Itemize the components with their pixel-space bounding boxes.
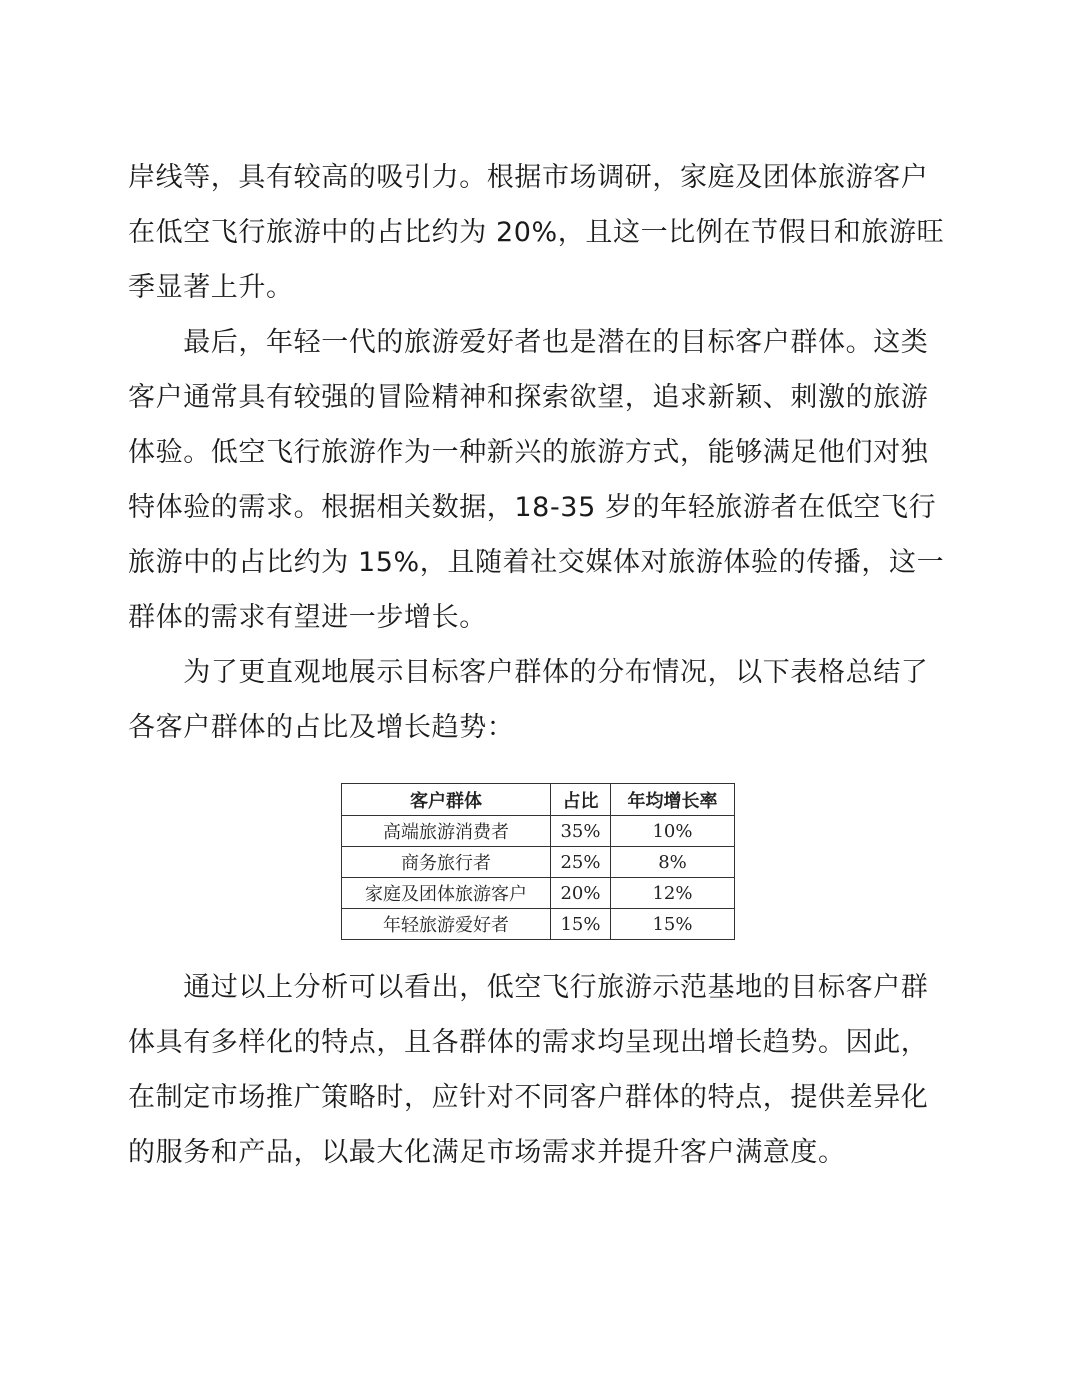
paragraph-conclusion: 通过以上分析可以看出，低空飞行旅游示范基地的目标客户群 体具有多样化的特点，且各群体的需求均呈现出增长趋势。因此， 在制定市场推广策略时，应针对不同客户群体的特点，提供差异化 的服务和产品，以最大化满足市场需求并提升客户满意度。 bbox=[128, 972, 929, 1168]
paragraph-family-group-customers: 岸线等，具有较高的吸引力。根据市场调研，家庭及团体旅游客户 在低空飞行旅游中的占比约为 20%，且这一比例在节假日和旅游旺 季显著上升。 bbox=[128, 162, 945, 303]
cell-share: 35% bbox=[551, 816, 611, 847]
cell-annual-growth: 8% bbox=[611, 847, 735, 878]
paragraph-table-intro: 为了更直观地展示目标客户群体的分布情况，以下表格总结了 各客户群体的占比及增长趋势： bbox=[128, 657, 929, 743]
header-annual-growth: 年均增长率 bbox=[611, 784, 735, 816]
customer-group-table bbox=[341, 783, 735, 940]
table-row bbox=[342, 909, 735, 940]
table-row bbox=[342, 847, 735, 878]
customer-group-table-container bbox=[341, 783, 735, 940]
paragraph-young-travelers: 最后，年轻一代的旅游爱好者也是潜在的目标客户群体。这类 客户通常具有较强的冒险精神和探索欲望，追求新颖、刺激的旅游 体验。低空飞行旅游作为一种新兴的旅游方式，能够满足他们对独 特体验的需求。根据相关数据，18-35 岁的年轻旅游者在低空飞行 旅游中的占比约为 15%，且随着社交媒体对旅游体验的传播，这一 群体的需求有望进一步增长。 bbox=[128, 327, 945, 633]
cell-share: 20% bbox=[551, 878, 611, 909]
cell-share: 25% bbox=[551, 847, 611, 878]
table-header-row bbox=[342, 784, 735, 816]
cell-customer-group: 家庭及团体旅游客户 bbox=[342, 878, 551, 909]
cell-customer-group: 商务旅行者 bbox=[342, 847, 551, 878]
table-row bbox=[342, 816, 735, 847]
cell-customer-group: 高端旅游消费者 bbox=[342, 816, 551, 847]
cell-annual-growth: 10% bbox=[611, 816, 735, 847]
header-customer-group: 客户群体 bbox=[342, 784, 551, 816]
cell-annual-growth: 12% bbox=[611, 878, 735, 909]
cell-customer-group: 年轻旅游爱好者 bbox=[342, 909, 551, 940]
cell-annual-growth: 15% bbox=[611, 909, 735, 940]
table-row bbox=[342, 878, 735, 909]
header-share: 占比 bbox=[551, 784, 611, 816]
cell-share: 15% bbox=[551, 909, 611, 940]
